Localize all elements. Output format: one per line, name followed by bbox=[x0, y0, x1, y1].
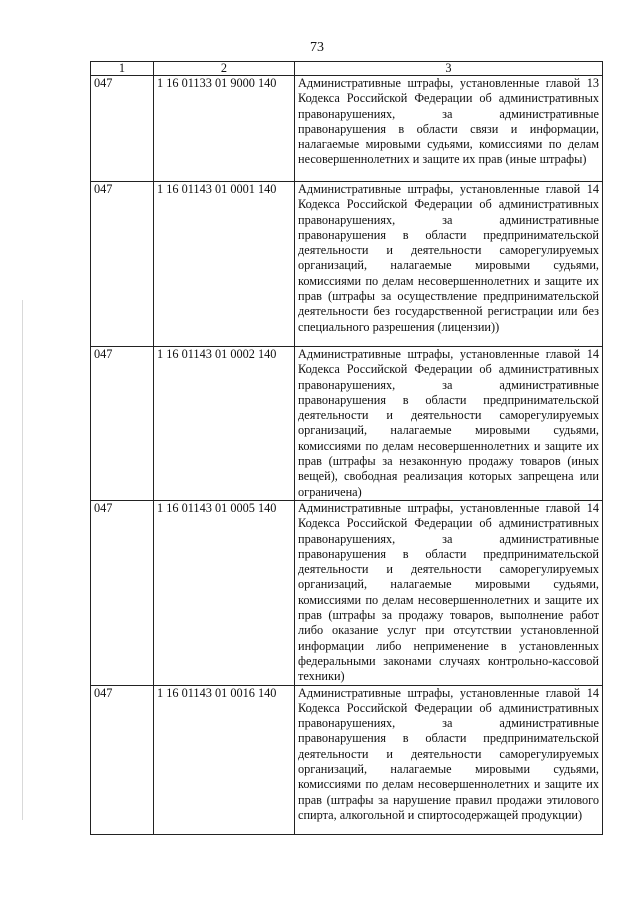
description-cell: Административные штрафы, установленные главой 13 Кодекса Российской Федерации об административных правонарушениях, за административные правонарушения в области связи и информации, налагаемые мировыми судьями, комиссиями по делам несовершеннолетних и защите их прав (иные штрафы) bbox=[295, 76, 603, 182]
budget-code-cell: 1 16 01143 01 0001 140 bbox=[154, 182, 295, 347]
page-number: 73 bbox=[310, 40, 324, 55]
scan-artifact-line bbox=[22, 300, 23, 820]
table-row bbox=[91, 685, 603, 834]
description-cell: Административные штрафы, установленные главой 14 Кодекса Российской Федерации об административных правонарушениях, за административные правонарушения в области предпринимательской деятельности и деятельности саморегулируемых организаций, налагаемые мировыми судьями, комиссиями по делам несовершеннолетних и защите их прав (штрафы за продажу товаров, выполнение работ либо оказание услуг при отсутствии установленной информации либо неприменение в установленных федеральными законами случаях контрольно-кассовой техники) bbox=[295, 500, 603, 685]
budget-code-cell: 1 16 01143 01 0005 140 bbox=[154, 500, 295, 685]
admin-code-cell: 047 bbox=[91, 182, 154, 347]
budget-code-cell: 1 16 01143 01 0016 140 bbox=[154, 685, 295, 834]
budget-classification-table bbox=[90, 61, 603, 835]
table-row bbox=[91, 347, 603, 501]
table-row bbox=[91, 500, 603, 685]
table-header-row bbox=[91, 62, 603, 76]
admin-code-cell: 047 bbox=[91, 347, 154, 501]
column-header-2: 2 bbox=[154, 62, 295, 76]
budget-code-cell: 1 16 01143 01 0002 140 bbox=[154, 347, 295, 501]
table-row bbox=[91, 76, 603, 182]
admin-code-cell: 047 bbox=[91, 685, 154, 834]
description-cell: Административные штрафы, установленные главой 14 Кодекса Российской Федерации об административных правонарушениях, за административные правонарушения в области предпринимательской деятельности и деятельности саморегулируемых организаций, налагаемые мировыми судьями, комиссиями по делам несовершеннолетних и защите их прав (штрафы за осуществление предпринимательской деятельности без государственной регистрации или без специального разрешения (лицензии)) bbox=[295, 182, 603, 347]
admin-code-cell: 047 bbox=[91, 76, 154, 182]
admin-code-cell: 047 bbox=[91, 500, 154, 685]
description-cell: Административные штрафы, установленные главой 14 Кодекса Российской Федерации об административных правонарушениях, за административные правонарушения в области предпринимательской деятельности и деятельности саморегулируемых организаций, налагаемые мировыми судьями, комиссиями по делам несовершеннолетних и защите их прав (штрафы за незаконную продажу товаров (иных вещей), свободная реализация которых запрещена или ограничена) bbox=[295, 347, 603, 501]
budget-code-cell: 1 16 01133 01 9000 140 bbox=[154, 76, 295, 182]
description-cell: Административные штрафы, установленные главой 14 Кодекса Российской Федерации об административных правонарушениях, за административные правонарушения в области предпринимательской деятельности и деятельности саморегулируемых организаций, налагаемые мировыми судьями, комиссиями по делам несовершеннолетних и защите их прав (штрафы за нарушение правил продажи этилового спирта, алкогольной и спиртосодержащей продукции) bbox=[295, 685, 603, 834]
column-header-1: 1 bbox=[91, 62, 154, 76]
column-header-3: 3 bbox=[295, 62, 603, 76]
table-row bbox=[91, 182, 603, 347]
